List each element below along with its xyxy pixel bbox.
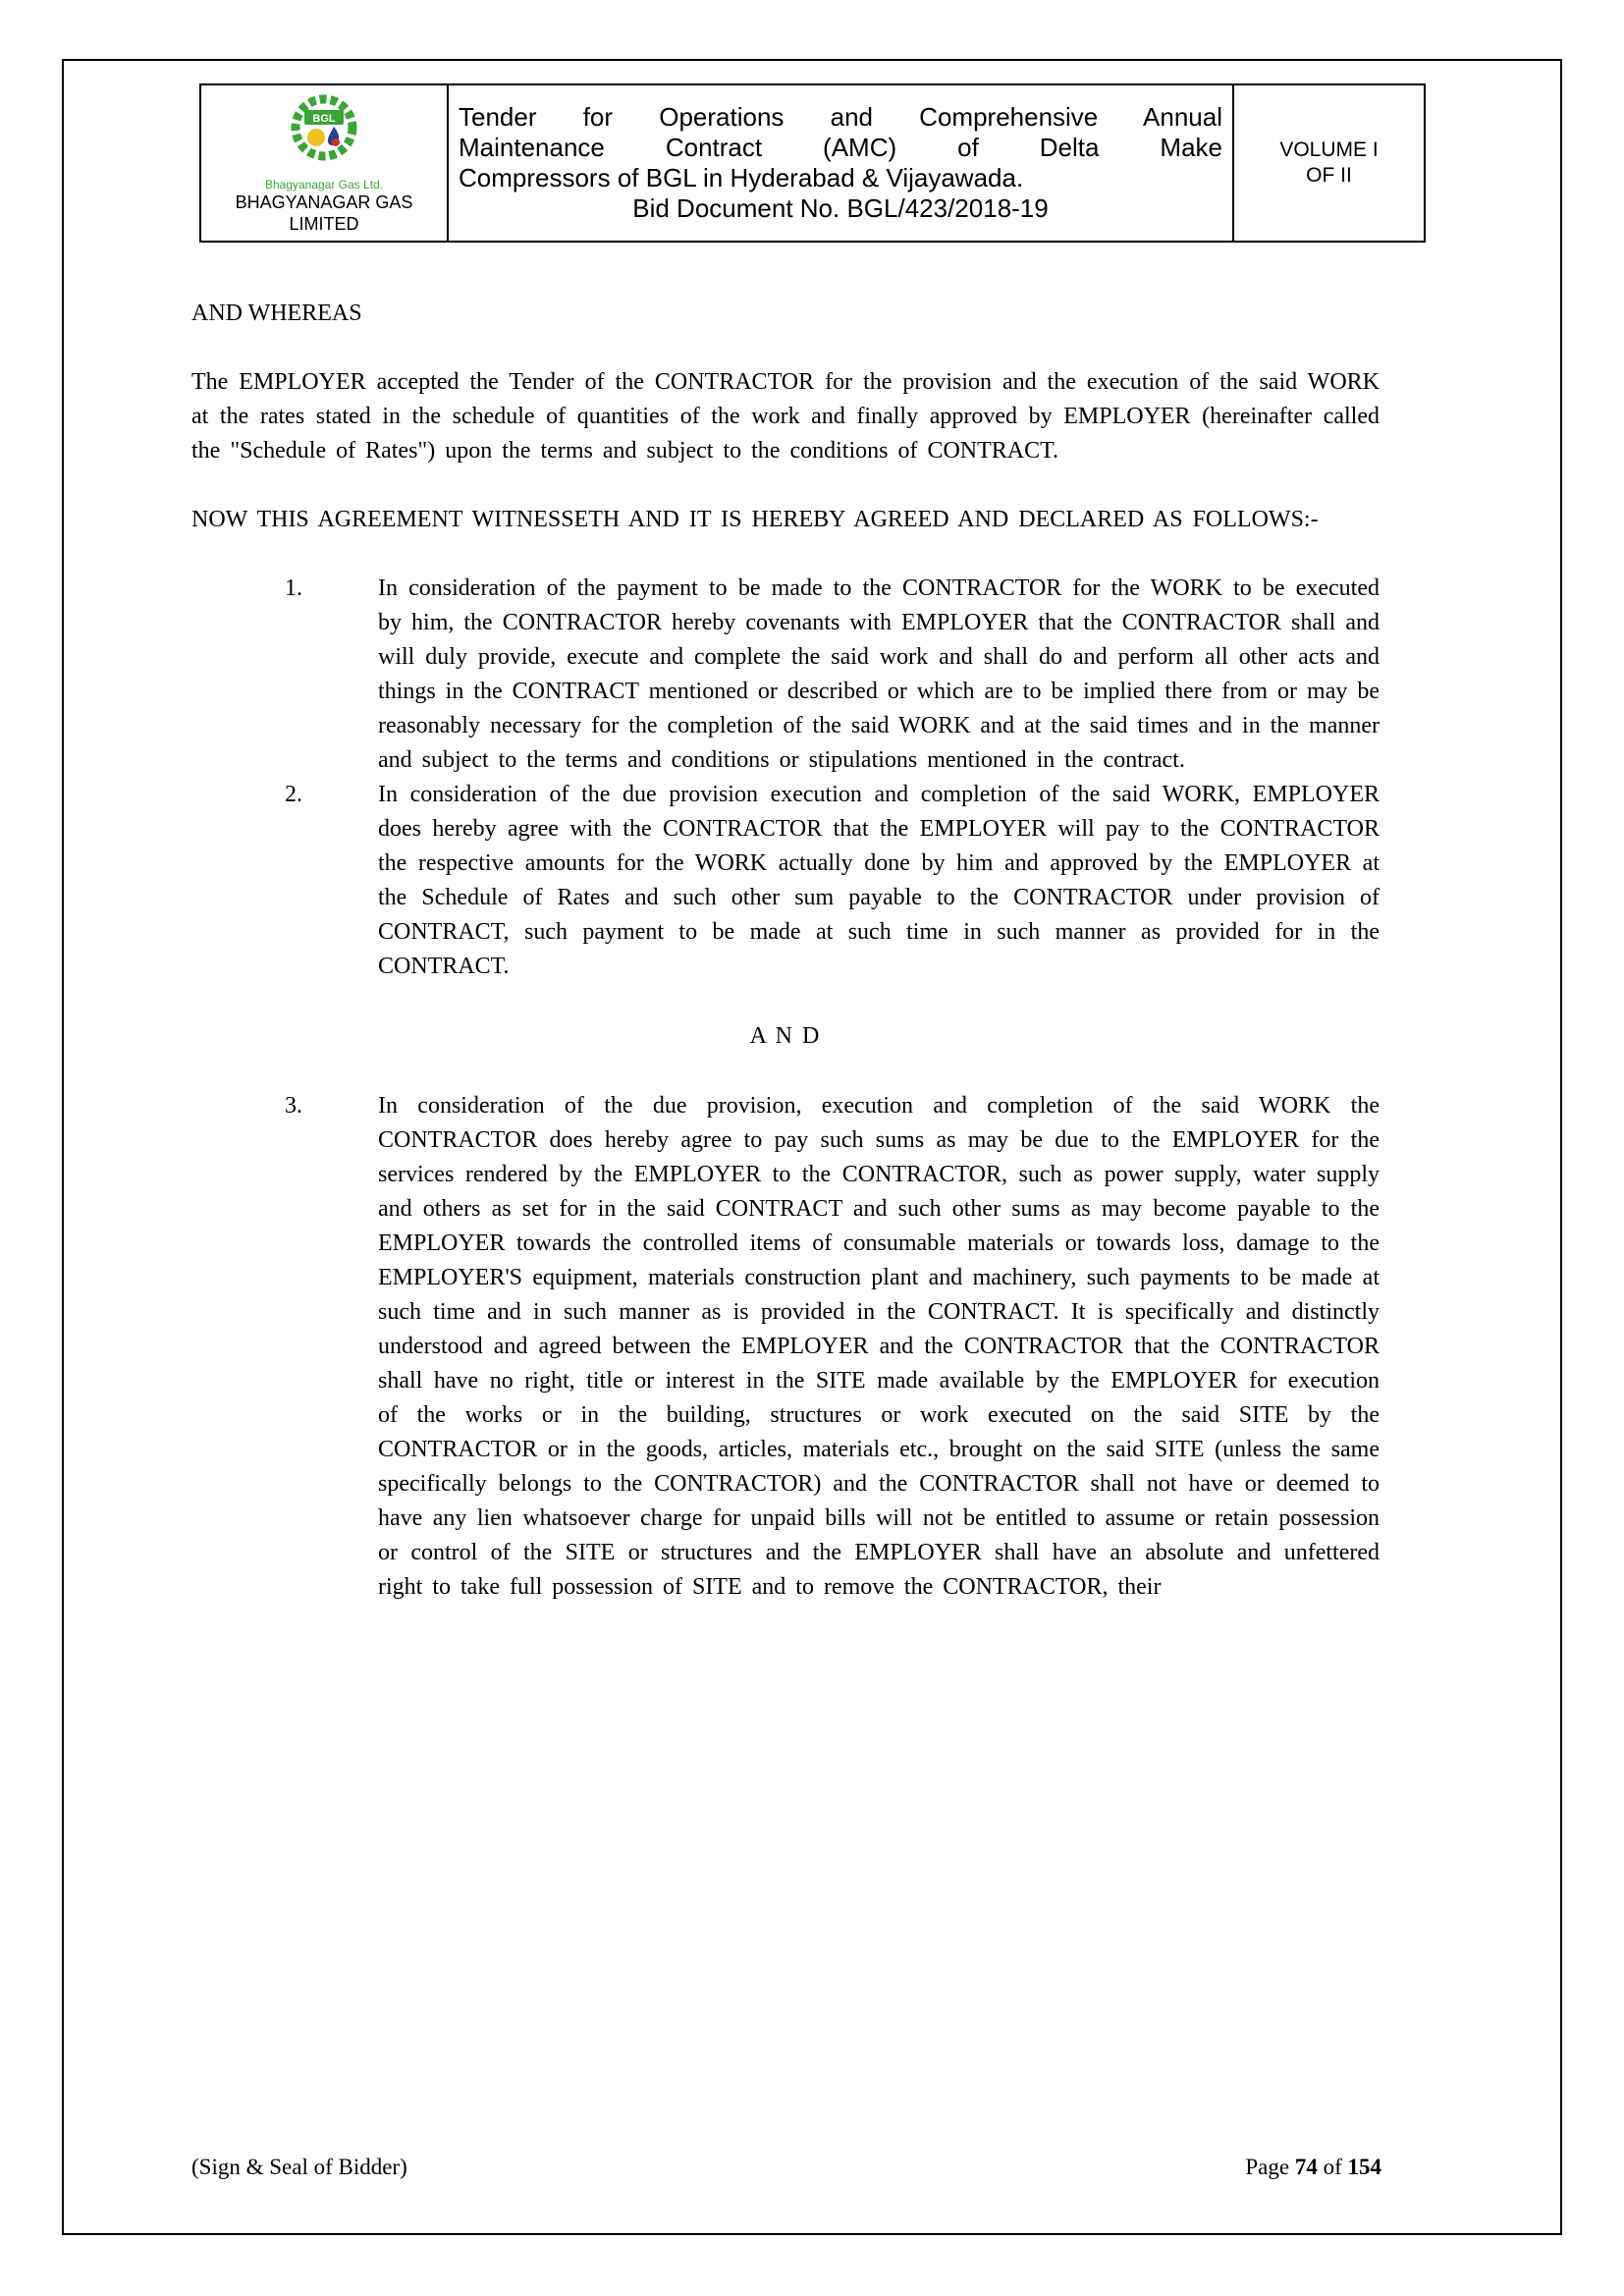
page-total: 154 xyxy=(1347,2155,1381,2179)
bgl-logo-icon xyxy=(279,91,369,174)
page-current: 74 xyxy=(1294,2155,1318,2179)
volume-line-2: OF II xyxy=(1306,164,1352,187)
list-item-1-number: 1. xyxy=(285,575,302,601)
page-number xyxy=(1245,2153,1381,2182)
header-table xyxy=(199,83,1426,243)
company-name-line-2: LIMITED xyxy=(289,214,359,234)
paragraph-whereas: The EMPLOYER accepted the Tender of the CONTRACTOR for the provision and the execution of the said WORK at the rates stated in the schedule of quantities of the work and finally approved by EMPLOYER (hereinafter called the "Schedule of Rates") upon the terms and subject to the conditions of CONTRACT. xyxy=(191,369,1380,464)
list-item-2 xyxy=(191,778,1380,984)
list-item-1-text: In consideration of the payment to be made to the CONTRACTOR for the WORK to be executed by him, the CONTRACTOR hereby covenants with EMPLOYER that the CONTRACTOR shall and will duly provide, execute and complete the said work and shall do and perform all other acts and things in the CONTRACT mentioned or described or which are to be implied there from or may be reasonably necessary for the completion of the said WORK and at the said times and in the manner and subject to the terms and conditions or stipulations mentioned in the contract. xyxy=(378,575,1380,773)
list-item-2-number: 2. xyxy=(285,782,302,807)
logo-subtitle: Bhagyanagar Gas Ltd. xyxy=(264,178,384,191)
volume-line-1: VOLUME I xyxy=(1279,138,1379,161)
page-content xyxy=(191,83,1380,1605)
section-heading: AND WHEREAS xyxy=(191,301,362,326)
page-footer xyxy=(191,2153,1381,2182)
company-name-line-1: BHAGYANAGAR GAS xyxy=(235,192,413,212)
logo-cell xyxy=(200,84,448,242)
sign-seal-note: (Sign & Seal of Bidder) xyxy=(191,2155,407,2179)
list-item-3-number: 3. xyxy=(285,1093,302,1119)
of-word: of xyxy=(1323,2155,1342,2179)
list-item-2-text: In consideration of the due provision execution and completion of the said WORK, EMPLOYER does hereby agree with the CONTRACTOR that the EMPLOYER will pay to the CONTRACTOR the respective amounts for the WORK actually done by him and approved by the EMPLOYER at the Schedule of Rates and such other sum payable to the CONTRACTOR under provision of CONTRACT, such payment to be made at such time in such manner as provided for in the CONTRACT. xyxy=(378,782,1380,979)
tender-title-line-2: Maintenance Contract (AMC) of Delta Make xyxy=(459,133,1222,162)
logo-badge-text: BGL xyxy=(312,113,336,125)
list-item-3-text: In consideration of the due provision, execution and completion of the said WORK the CONTRACTOR does hereby agree to pay such sums as may be due to the EMPLOYER for the services rendered by the EMPLOYER to the CONTRACTOR, such as power supply, water supply and others as set for in the said CONTRACT and such other sums as may become payable to the EMPLOYER towards the controlled items of consumable materials or towards loss, damage to the EMPLOYER'S equipment, materials construction plant and machinery, such payments to be made at such time and in such manner as is provided in the CONTRACT. It is specifically and distinctly understood and agreed between the EMPLOYER and the CONTRACTOR that the CONTRACTOR shall have no right, title or interest in the SITE made available by the EMPLOYER for execution of the works or in the building, structures or work executed on the said SITE by the CONTRACTOR or in the goods, articles, materials etc., brought on the said SITE (unless the same specifically belongs to the CONTRACTOR) and the CONTRACTOR shall not have or deemed to have any lien whatsoever charge for unpaid bills will not be entitled to assume or retain possession or control of the SITE or structures and the EMPLOYER shall have an absolute and unfettered right to take full possession of SITE and to remove the CONTRACTOR, their xyxy=(378,1093,1380,1600)
title-cell xyxy=(448,84,1233,242)
paragraph-agreement: NOW THIS AGREEMENT WITNESSETH AND IT IS HEREBY AGREED AND DECLARED AS FOLLOWS:- xyxy=(191,507,1319,532)
list-item-3 xyxy=(191,1089,1380,1605)
tender-title-line-3: Compressors of BGL in Hyderabad & Vijayawada. xyxy=(459,163,1024,192)
page-word: Page xyxy=(1245,2155,1290,2179)
and-divider: A N D xyxy=(749,1023,822,1049)
list-item-1 xyxy=(191,572,1380,778)
tender-title-line-1: Tender for Operations and Comprehensive Annual xyxy=(459,102,1222,132)
volume-cell xyxy=(1233,84,1425,242)
bid-document-number: Bid Document No. BGL/423/2018-19 xyxy=(632,193,1049,223)
